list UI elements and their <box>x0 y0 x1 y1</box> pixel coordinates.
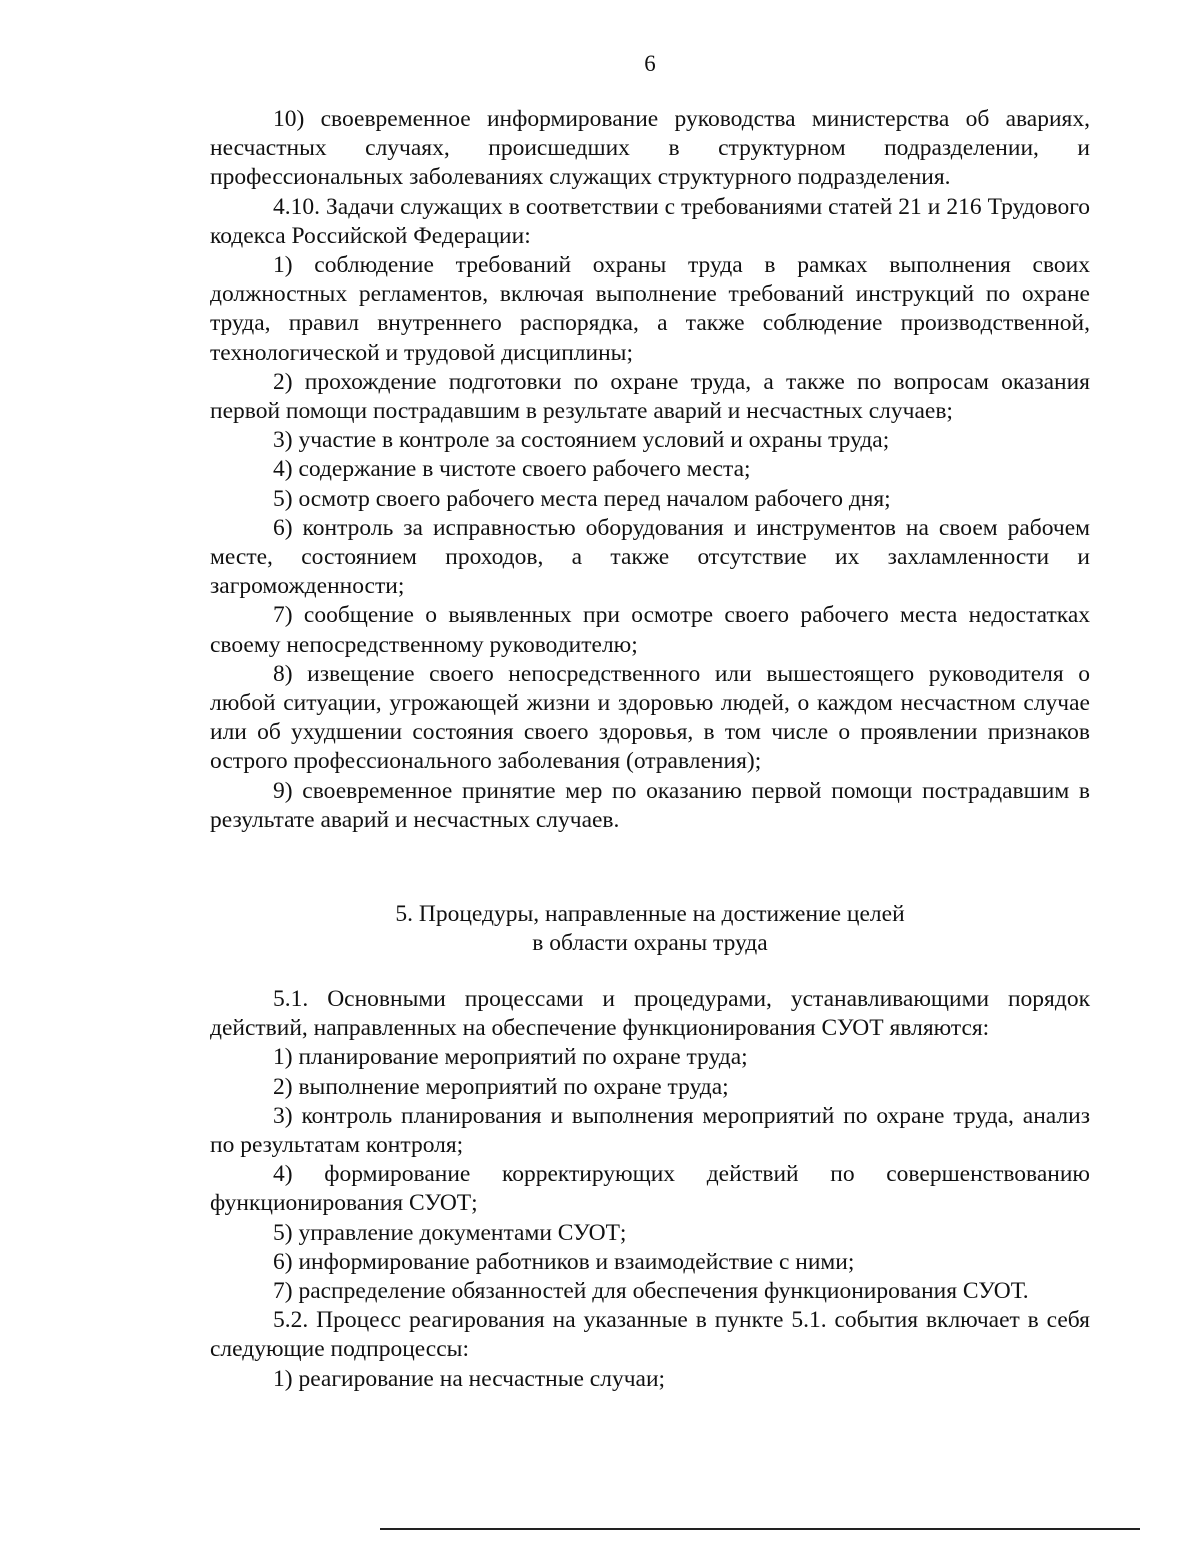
paragraph: 1) соблюдение требований охраны труда в рамках выполнения своих должностных регламентов, включая выполнение требований инструкций по охране труда, правил внутреннего распорядка, а также соблюдение производственной, технологической и трудовой дисциплины; <box>210 252 1090 366</box>
paragraph: 1) реагирование на несчастные случаи; <box>273 1365 666 1392</box>
paragraph: 3) участие в контроле за состоянием условий и охраны труда; <box>273 427 890 454</box>
section-5-heading <box>210 900 1090 958</box>
paragraph: 4.10. Задачи служащих в соответствии с требованиями статей 21 и 216 Трудового кодекса Российской Федерации: <box>210 193 1090 249</box>
paragraph: 7) распределение обязанностей для обеспечения функционирования СУОТ. <box>273 1278 1029 1305</box>
paragraph: 7) сообщение о выявленных при осмотре своего рабочего места недостатках своему непосредственному руководителю; <box>210 602 1090 658</box>
paragraph: 10) своевременное информирование руководства министерства об авариях, несчастных случаях, происшедших в структурном подразделении, и профессиональных заболеваниях служащих структурного подразделения. <box>210 106 1090 191</box>
heading-line: 5. Процедуры, направленные на достижение целей <box>395 901 905 927</box>
paragraph: 5.2. Процесс реагирования на указанные в пункте 5.1. события включает в себя следующие подпроцессы: <box>210 1307 1090 1363</box>
paragraph: 5) осмотр своего рабочего места перед началом рабочего дня; <box>273 485 891 512</box>
paragraph: 6) контроль за исправностью оборудования и инструментов на своем рабочем месте, состоянием проходов, а также отсутствие их захламленности и загроможденности; <box>210 514 1090 600</box>
paragraph: 1) планирование мероприятий по охране труда; <box>273 1044 748 1071</box>
paragraph: 9) своевременное принятие мер по оказанию первой помощи пострадавшим в результате аварий и несчастных случаев. <box>210 777 1090 833</box>
paragraph: 2) прохождение подготовки по охране труда, а также по вопросам оказания первой помощи пострадавшим в результате аварий и несчастных случаев; <box>210 368 1090 425</box>
paragraph: 4) содержание в чистоте своего рабочего места; <box>273 456 751 483</box>
section-4-body <box>210 105 1090 835</box>
page-number: 6 <box>644 51 656 76</box>
paragraph: 5) управление документами СУОТ; <box>273 1219 627 1246</box>
paragraph: 8) извещение своего непосредственного или вышестоящего руководителя о любой ситуации, угрожающей жизни и здоровью людей, о каждом несчастном случае или об ухудшении состояния своего здоровья, в том числе о проявлении признаков острого профессионального заболевания (отравления); <box>210 660 1090 775</box>
section-5-body <box>210 985 1090 1394</box>
paragraph: 5.1. Основными процессами и процедурами, устанавливающими порядок действий, направленных на обеспечение функционирования СУОТ являются: <box>210 986 1090 1042</box>
paragraph: 2) выполнение мероприятий по охране труда; <box>273 1073 729 1100</box>
paragraph: 3) контроль планирования и выполнения мероприятий по охране труда, анализ по результатам контроля; <box>210 1102 1090 1159</box>
paragraph: 6) информирование работников и взаимодействие с ними; <box>273 1248 855 1275</box>
heading-line: в области охраны труда <box>532 930 768 957</box>
paragraph: 4) формирование корректирующих действий по совершенствованию функционирования СУОТ; <box>210 1161 1090 1217</box>
footer-rule <box>380 1528 1140 1530</box>
